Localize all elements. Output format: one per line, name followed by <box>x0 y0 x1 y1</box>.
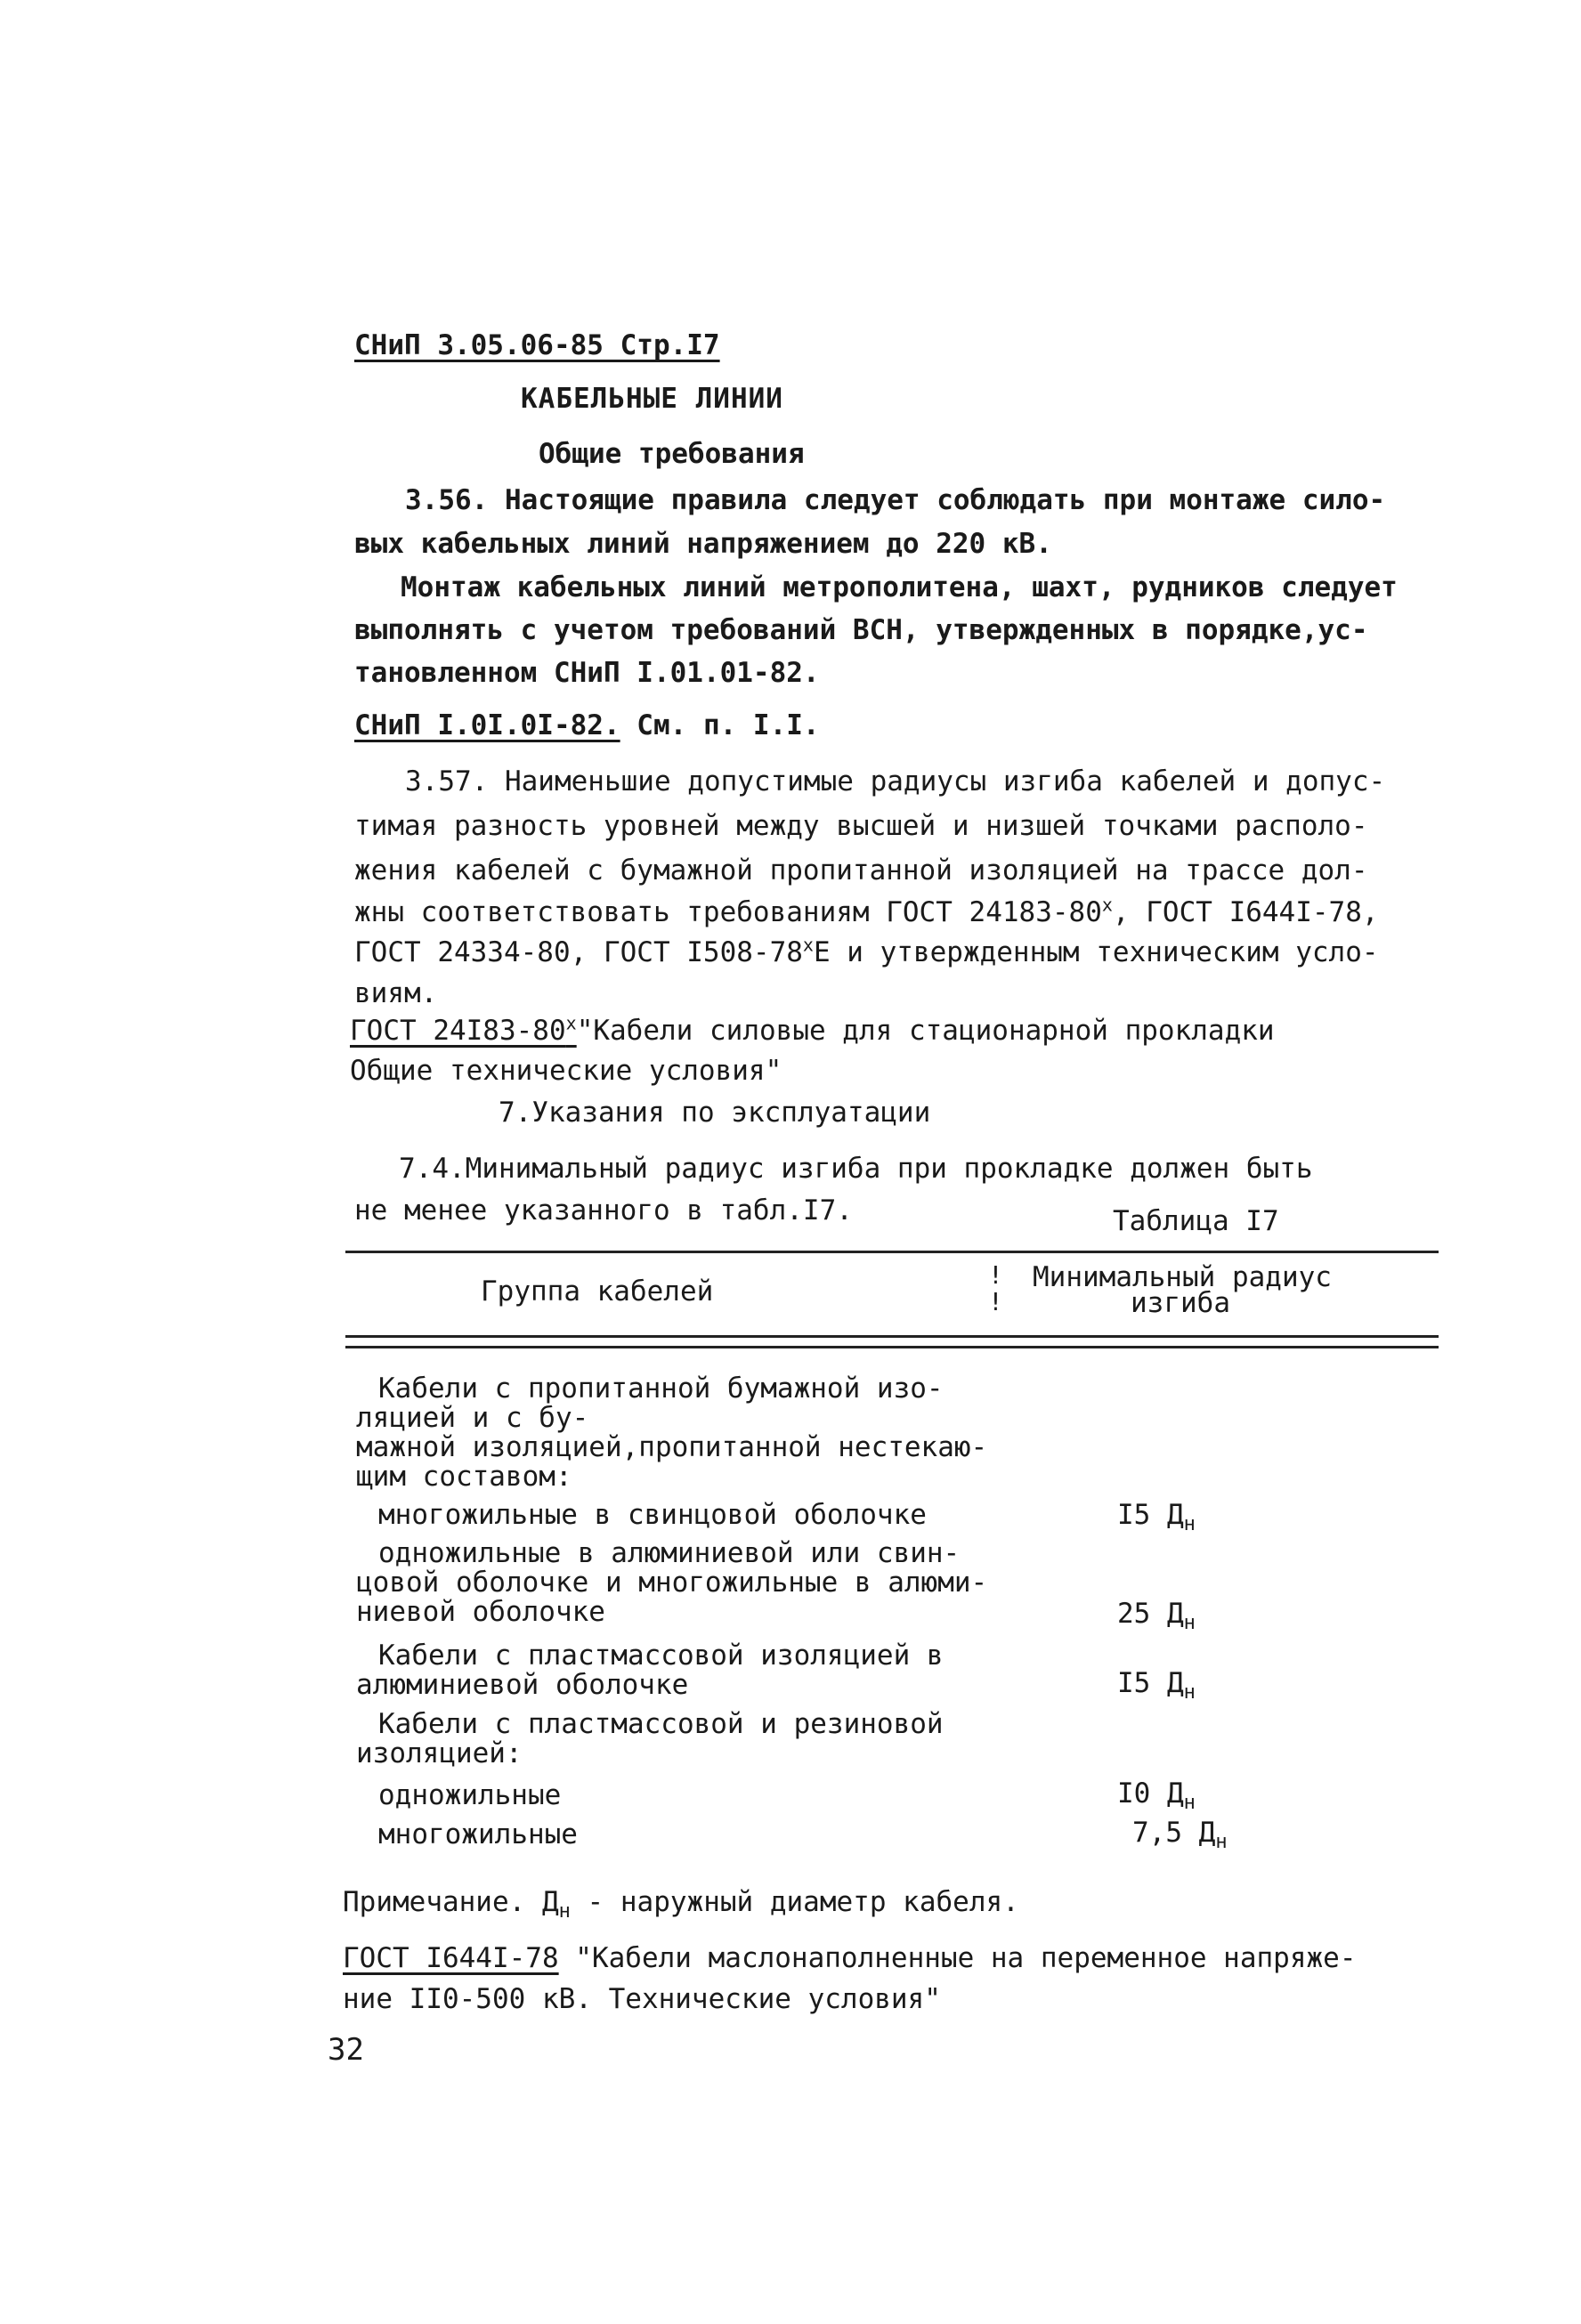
gost-24183-title: "Кабели силовые для стационарной прокладки <box>576 1015 1275 1047</box>
gost-16441-link[interactable]: ГОСТ I644I-78 <box>343 1942 559 1974</box>
table-row-label: Кабели с пропитанной бумажной изо- <box>378 1373 944 1405</box>
superscript-x: х <box>1101 894 1113 916</box>
note-text: - наружный диаметр кабеля. <box>570 1886 1019 1918</box>
table-row-label: одножильные в алюминиевой или свин- <box>378 1537 961 1569</box>
table-row-label: многожильные <box>378 1818 578 1850</box>
para-357-line6: виям. <box>354 977 438 1009</box>
para-357-line4-tail: , ГОСТ I644I-78, <box>1112 896 1379 928</box>
para-356-line2: вых кабельных линий напряжением до 220 кВ. <box>354 528 1052 560</box>
para-357-line5 <box>354 935 1379 970</box>
table-row-label: Кабели с пластмассовой изоляцией в <box>378 1640 944 1672</box>
snip-link[interactable]: СНиП I.0I.0I-82. <box>354 709 620 741</box>
table-header-radius-line1: Минимальный радиус <box>1033 1261 1332 1293</box>
gost-24183-title-line2: Общие технические условия" <box>350 1055 782 1087</box>
para-357-line3: жения кабелей с бумажной пропитанной изоляцией на трассе дол- <box>354 854 1368 887</box>
para-357-line1: 3.57. Наименьшие допустимые радиусы изгиба кабелей и допус- <box>405 765 1386 798</box>
table-row-label: цовой оболочке и многожильные в алюми- <box>356 1567 988 1599</box>
gost-16441-reference <box>343 1940 1357 1976</box>
table-row-value: I5 $Д_н$ <box>1117 1499 1196 1536</box>
para-356-line1: 3.56. Настоящие правила следует соблюдать при монтаже сило- <box>405 484 1386 516</box>
note-label: Примечание. Д <box>343 1886 559 1918</box>
gost-16441-title: "Кабели маслонаполненные на переменное напряже- <box>558 1942 1357 1974</box>
page-number: 32 <box>328 2032 364 2068</box>
para-356-line5: тановленном СНиП I.01.01-82. <box>354 657 820 689</box>
para-74-line2: не менее указанного в табл.I7. <box>354 1194 853 1227</box>
table-note <box>343 1884 1019 1923</box>
para-357-line2: тимая разность уровней между высшей и низшей точками располо- <box>354 810 1368 842</box>
table-row-label: изоляцией: <box>356 1737 523 1769</box>
table-row-label: ниевой оболочке <box>356 1596 605 1628</box>
table-caption: Таблица I7 <box>1113 1205 1279 1237</box>
table-header-rule-double <box>345 1346 1439 1348</box>
gost-24183-link[interactable]: ГОСТ $24I83-80^х$ <box>350 1012 577 1047</box>
table-header-radius-line2: изгиба <box>1131 1287 1230 1319</box>
para-356-line3: Монтаж кабельных линий метрополитена, шахт, рудников следует <box>401 571 1398 603</box>
para-357-line4-text: жны соответствовать требованиям ГОСТ 24183-80 <box>354 896 1102 928</box>
snip-cross-reference <box>354 708 820 743</box>
table-row-value: I5 $Д_н$ <box>1117 1667 1196 1705</box>
table-header-group: Группа кабелей <box>481 1275 714 1308</box>
para-356-line4: выполнять с учетом требований ВСН, утвержденных в порядке,ус- <box>354 614 1368 646</box>
table-row-label: щим составом: <box>356 1461 572 1493</box>
table-top-rule <box>345 1251 1439 1253</box>
snip-reference: СНиП 3.05.06-85 Стр.I7 <box>354 329 720 361</box>
para-357-line5-tail: Е и утвержденным техническим усло- <box>813 936 1379 968</box>
subscript-n: н <box>558 1900 571 1923</box>
table-row-label: Кабели с пластмассовой и резиновой <box>378 1708 944 1740</box>
para-357-line5-text: ГОСТ 24334-80, ГОСТ I508-78 <box>354 936 803 968</box>
table-header-separator: ! <box>988 1260 1003 1290</box>
superscript-x: х <box>802 934 814 956</box>
snip-ref-text: См. п. I.I. <box>620 709 820 741</box>
gost-24183-reference <box>350 1013 1275 1049</box>
table-row-value: 25 $Д_н$ <box>1117 1598 1196 1635</box>
instructions-heading: 7.Указания по эксплуатации <box>499 1097 931 1129</box>
table-row-label: многожильные в свинцовой оболочке <box>378 1499 927 1531</box>
table-row-label: мажной изоляцией,пропитанной нестекаю- <box>356 1431 988 1463</box>
table-row-value: 7,5 $Д_н$ <box>1132 1817 1228 1854</box>
table-header-separator: ! <box>988 1287 1003 1316</box>
table-row-label: ляцией и с бу- <box>356 1402 589 1434</box>
table-header-rule <box>345 1335 1439 1338</box>
section-title: КАБЕЛЬНЫЕ ЛИНИИ <box>521 383 783 415</box>
gost-16441-title-line2: ние II0-500 кВ. Технические условия" <box>343 1983 941 2015</box>
table-row-label: алюминиевой оболочке <box>356 1669 689 1701</box>
table-row-value: I0 $Д_н$ <box>1117 1777 1196 1815</box>
subsection-title: Общие требования <box>539 438 805 470</box>
para-357-line4 <box>354 895 1379 930</box>
para-74-line1: 7.4.Минимальный радиус изгиба при прокладке должен быть <box>399 1153 1313 1185</box>
table-row-label: одножильные <box>378 1779 562 1811</box>
